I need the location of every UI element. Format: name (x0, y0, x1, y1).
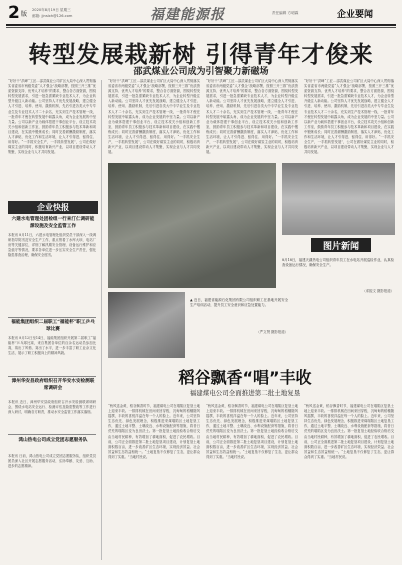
lead-body-col1: “好好干”洪峰“工匠…邵武煤业公司矿区大局中心深入贯彻落实省委省市两级党委“人才强企”战略部署，按照三开三推“优质资源支持、优秀人才培养”的要求，整合各方面资源，围绕转型发展需求，引进一批急需紧缺专业技术人才，为企业转型升级注入新动能。公司坚持人才优先发展战略，建立健全人才引进、培养、使用、激励机制，先后引进各类大中专毕业生及专业技术人才二十余名，充实到生产技术管理一线，一批青年才俊在转型发展中崭露头角，成为企业发展的中坚力量。公司以新产业为载体搭建干事创业平台，设立技术攻关小组和创新工作室，鼓励青年员工积极参与技术革新和项目建设，在实践中锻炼成长；同时完善薪酬激励制度，落实人才津贴，优化工作和生活环境，让人才引得进、留得住、用得好。“一手抓安全生产，一手抓转型发展”，公司在做好煤炭主业的同时，积极培育新兴产业，以项目建设带动人才集聚，实现企业与人才共同发展。 (8, 79, 96, 155)
header-rule (6, 24, 396, 26)
news-item-title: 福能集团组织二届职工“福能杯”职工乒乓球比赛 (11, 320, 95, 332)
photo-right (282, 163, 395, 235)
column-divider (101, 80, 102, 560)
quick-news-title: 企业快报 (37, 202, 69, 212)
news-item-body: 本报讯 8月12日至14日，福能集团组织开展第二届职工“福能杯”乒乓球比赛，来自集团各单位的百余名运动员参加比赛，赛出了风格、赛出了水平，进一步丰富了职工业余文化生活，展示了职工积极向上的精神风貌。 (8, 336, 96, 356)
page-suffix: 版 (21, 11, 28, 18)
feature-body-col2: “秋风送金黄，稻谷飘香时节，福建煤电公司在塌陷区复垦土地上迎来丰收。一排排机械在田间来回穿梭，沉甸甸的稻穗随风摇摆，丰收的喜悦洋溢在每一个人的脸上。近年来，公司坚持生态优先、绿色发展理念，积极推进采煤塌陷区土地复垦工作，通过土地平整、土壤改良、水利设施配套等措施，将昔日荒芜的塌陷区变为良田沃土。第一批复垦土地经验收合格后交由当地村民耕种，有效增加了耕地面积，促进了农民增收。目前，公司正全面推进第二批土地复垦项目建设，计划复垦土地面积数百亩，进一步改善矿区生态环境，实现经济效益、社会效益和生态效益相统一。“土地复垦不仅修复了生态，更让群众得到了实惠。”当地村民说。 (206, 404, 298, 459)
photo-news-label-text: 图片新闻 (322, 242, 359, 252)
editor-credit: 责任编辑 方明霖 (272, 11, 299, 15)
photo-caption-top-credit: （邓振文 摄影报道） (362, 289, 394, 293)
masthead-logo: 福建能源报 (150, 7, 225, 23)
news-item-body: 本报讯 日前，鸿山热电公司成立党团志愿服务队，组织党员团员深入社区开展志愿服务活动，弘扬奉献、友爱、互助、进步的志愿精神。 (8, 454, 96, 469)
item-divider (8, 376, 96, 377)
page-number: 2 (8, 3, 20, 23)
item-divider (8, 434, 96, 435)
photo-caption-top: 8月18日，福建天湖热电公司组织青年员工在水电站开展巡检作业，认真检查设备运行情况，确保安全生产。 (282, 258, 394, 268)
lead-headline: 转型发展栽新树 引得青年才俊来 (28, 42, 374, 68)
news-item-body: 本报讯 近日，漳州华安县政府组织召开水安检测联席调研会，围绕水电站安全运行、检测评估及隐患整改等工作进行深入研讨，明确各方职责，推动水安全监管工作落实落细。 (8, 400, 96, 415)
feature-headline: 稻谷飘香“唱”丰收 (178, 368, 312, 387)
news-item-title: 漳州华安县政府组织召开华安水安检测联席调研会 (11, 379, 95, 391)
news-item-title: 鸿山热电公司成立党团志愿服务队 (18, 438, 88, 443)
feature-subheadline: 福建煤电公司全面推进第二批土地复垦 (189, 389, 301, 397)
photo-caption-bottom-credit: （严文贤 摄影报道） (256, 330, 288, 334)
item-divider (8, 317, 96, 318)
photo-main (108, 163, 276, 288)
photo-caption-bottom: ▲ 近日，福建省能源石化集团有限公司组织职工在基地开展安全生产培训活动，提升员工安全意识和应急处置能力。 (190, 298, 288, 308)
section-title: 企业要闻 (337, 10, 374, 20)
lead-body-col4: “好好干”洪峰“工匠…邵武煤业公司矿区大局中心深入贯彻落实省委省市两级党委“人才强企”战略部署，按照三开三推“优质资源支持、优秀人才培养”的要求，整合各方面资源，围绕转型发展需求，引进一批急需紧缺专业技术人才，为企业转型升级注入新动能。公司坚持人才优先发展战略，建立健全人才引进、培养、使用、激励机制，先后引进各类大中专毕业生及专业技术人才二十余名，充实到生产技术管理一线，一批青年才俊在转型发展中崭露头角，成为企业发展的中坚力量。公司以新产业为载体搭建干事创业平台，设立技术攻关小组和创新工作室，鼓励青年员工积极参与技术革新和项目建设，在实践中锻炼成长；同时完善薪酬激励制度，落实人才津贴，优化工作和生活环境，让人才引得进、留得住、用得好。“一手抓安全生产，一手抓转型发展”，公司在做好煤炭主业的同时，积极培育新兴产业，以项目建设带动人才集聚，实现企业与人才共同发展。 (304, 79, 394, 155)
lead-body-col2: “好好干”洪峰“工匠…邵武煤业公司矿区大局中心深入贯彻落实省委省市两级党委“人才强企”战略部署，按照三开三推“优质资源支持、优秀人才培养”的要求，整合各方面资源，围绕转型发展需求，引进一批急需紧缺专业技术人才，为企业转型升级注入新动能。公司坚持人才优先发展战略，建立健全人才引进、培养、使用、激励机制，先后引进各类大中专毕业生及专业技术人才二十余名，充实到生产技术管理一线，一批青年才俊在转型发展中崭露头角，成为企业发展的中坚力量。公司以新产业为载体搭建干事创业平台，设立技术攻关小组和创新工作室，鼓励青年员工积极参与技术革新和项目建设，在实践中锻炼成长；同时完善薪酬激励制度，落实人才津贴，优化工作和生活环境，让人才引得进、留得住、用得好。“一手抓安全生产，一手抓转型发展”，公司在做好煤炭主业的同时，积极培育新兴产业，以项目建设带动人才集聚，实现企业与人才共同发展。 (108, 79, 200, 155)
issue-email: 邮箱: jjnslxh@126.com (32, 14, 73, 18)
lead-body-col3: “好好干”洪峰“工匠…邵武煤业公司矿区大局中心深入贯彻落实省委省市两级党委“人才强企”战略部署，按照三开三推“优质资源支持、优秀人才培养”的要求，整合各方面资源，围绕转型发展需求，引进一批急需紧缺专业技术人才，为企业转型升级注入新动能。公司坚持人才优先发展战略，建立健全人才引进、培养、使用、激励机制，先后引进各类大中专毕业生及专业技术人才二十余名，充实到生产技术管理一线，一批青年才俊在转型发展中崭露头角，成为企业发展的中坚力量。公司以新产业为载体搭建干事创业平台，设立技术攻关小组和创新工作室，鼓励青年员工积极参与技术革新和项目建设，在实践中锻炼成长；同时完善薪酬激励制度，落实人才津贴，优化工作和生活环境，让人才引得进、留得住、用得好。“一手抓安全生产，一手抓转型发展”，公司在做好煤炭主业的同时，积极培育新兴产业，以项目建设带动人才集聚，实现企业与人才共同发展。 (206, 79, 298, 155)
photo-bottom (108, 292, 185, 358)
news-item-body: 本报讯 8月11日，六建水电管理处组织党员干部深入一线调研指导防汛及安全生产工作，重点察看了水库大坝、电站厂房等关键部位，详细了解汛期安全管理、设备运行维护和应急值守等情况，要求各单位进一步压实安全生产责任，强化隐患排查治理，确保安全度汛。 (8, 233, 96, 258)
lead-subheadline: 邵武煤业公司成为引智聚力新磁场 (133, 67, 269, 77)
header-rule-thin (6, 27, 396, 28)
news-item-title: 六建水电管理处团检组一行来汀仁调研能源设施及安全监管工作 (11, 217, 95, 229)
issue-date: 2020年8月19日 星期三 (32, 8, 71, 12)
feature-body-col1: “秋风送金黄，稻谷飘香时节，福建煤电公司在塌陷区复垦土地上迎来丰收。一排排机械在田间来回穿梭，沉甸甸的稻穗随风摇摆，丰收的喜悦洋溢在每一个人的脸上。近年来，公司坚持生态优先、绿色发展理念，积极推进采煤塌陷区土地复垦工作，通过土地平整、土壤改良、水利设施配套等措施，将昔日荒芜的塌陷区变为良田沃土。第一批复垦土地经验收合格后交由当地村民耕种，有效增加了耕地面积，促进了农民增收。目前，公司正全面推进第二批土地复垦项目建设，计划复垦土地面积数百亩，进一步改善矿区生态环境，实现经济效益、社会效益和生态效益相统一。“土地复垦不仅修复了生态，更让群众得到了实惠。”当地村民说。 (108, 404, 200, 459)
feature-body-col3: “秋风送金黄，稻谷飘香时节，福建煤电公司在塌陷区复垦土地上迎来丰收。一排排机械在田间来回穿梭，沉甸甸的稻穗随风摇摆，丰收的喜悦洋溢在每一个人的脸上。近年来，公司坚持生态优先、绿色发展理念，积极推进采煤塌陷区土地复垦工作，通过土地平整、土壤改良、水利设施配套等措施，将昔日荒芜的塌陷区变为良田沃土。第一批复垦土地经验收合格后交由当地村民耕种，有效增加了耕地面积，促进了农民增收。目前，公司正全面推进第二批土地复垦项目建设，计划复垦土地面积数百亩，进一步改善矿区生态环境，实现经济效益、社会效益和生态效益相统一。“土地复垦不仅修复了生态，更让群众得到了实惠。”当地村民说。 (304, 404, 394, 459)
